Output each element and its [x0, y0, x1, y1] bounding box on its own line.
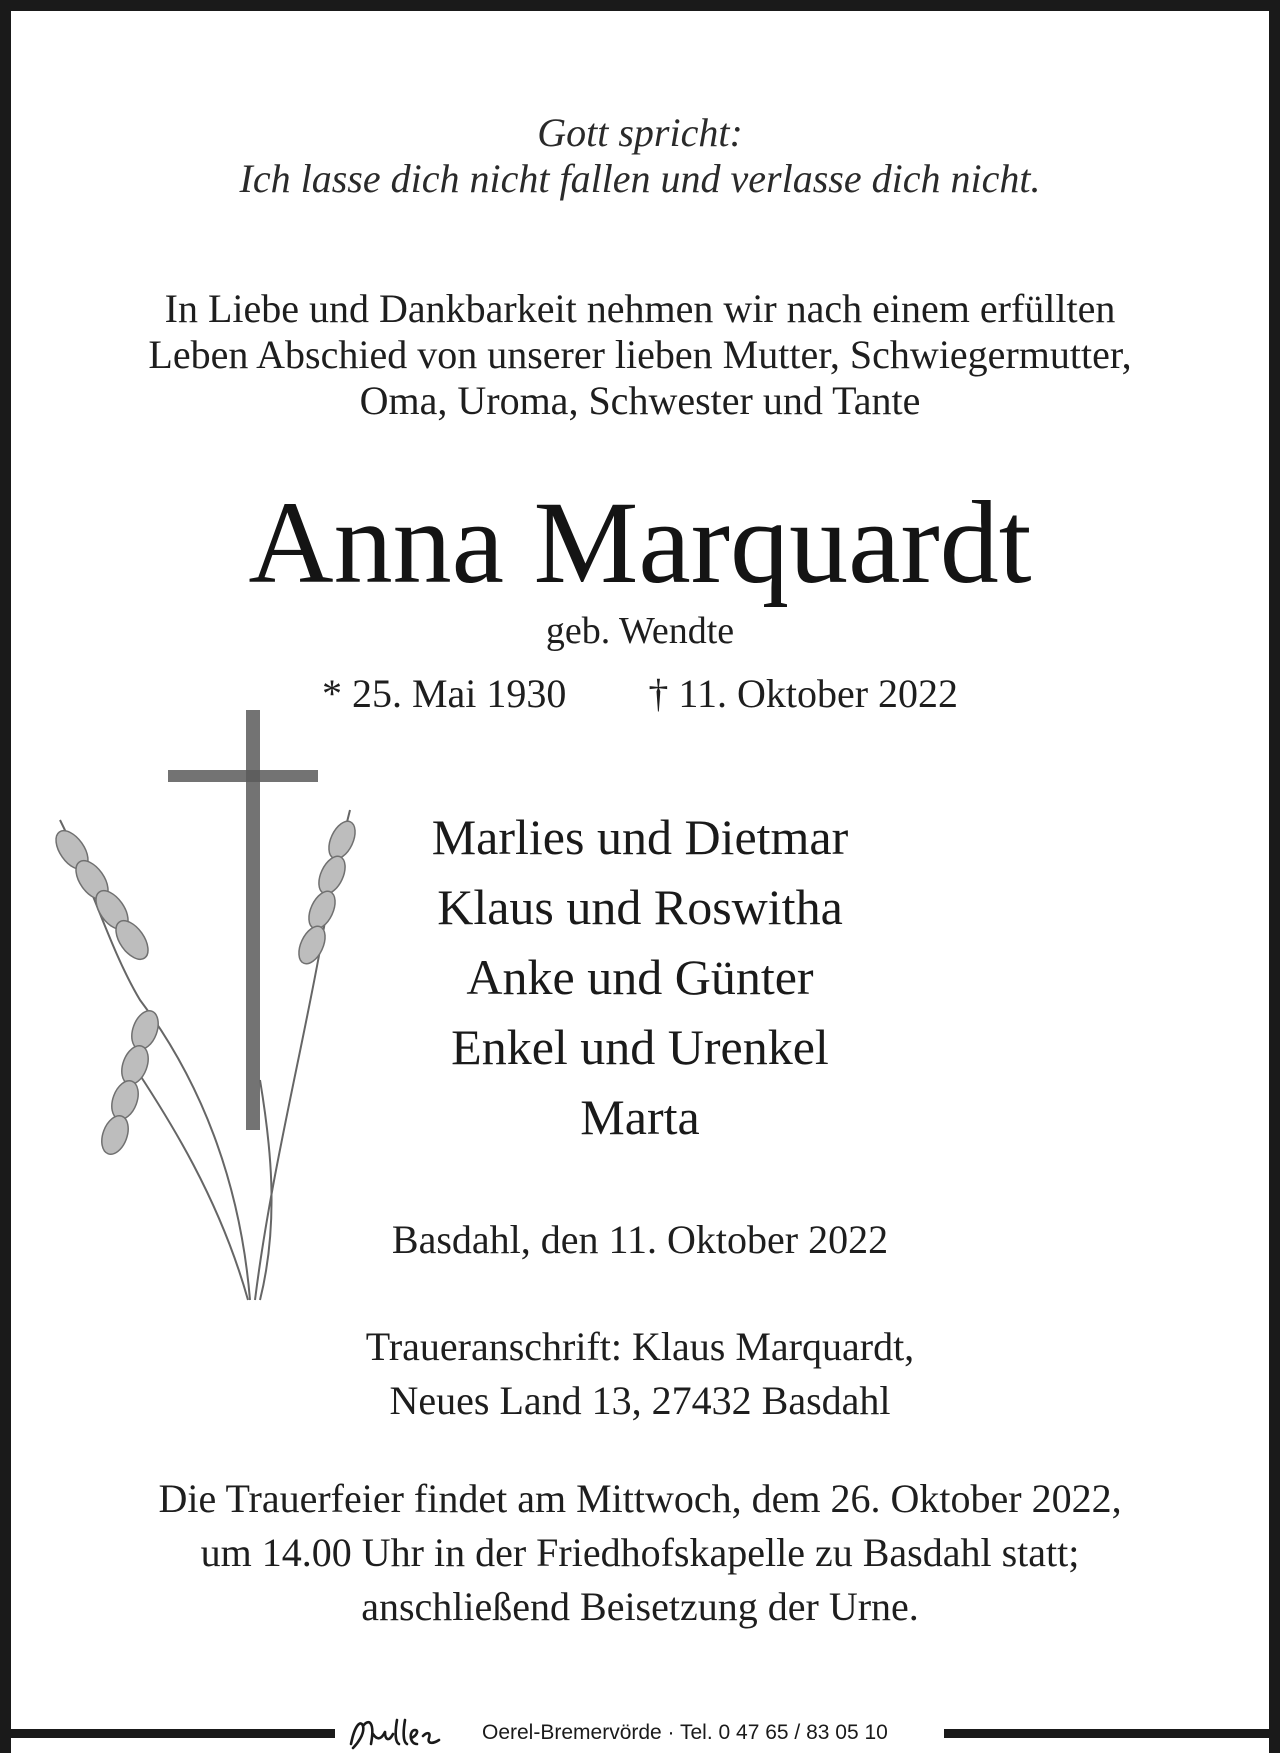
footer-rule-left	[0, 1729, 335, 1738]
ceremony-line-3: anschließend Beisetzung der Urne.	[361, 1584, 919, 1629]
mourning-address	[0, 1320, 1280, 1428]
place-and-date: Basdahl, den 11. Oktober 2022	[391, 1217, 889, 1262]
mourner-2: Klaus und Roswitha	[437, 879, 843, 935]
verse-line-1: Gott spricht:	[537, 110, 743, 155]
funeral-home-logo	[345, 1714, 473, 1752]
footer-contact-info: Oerel-Bremervörde · Tel. 0 47 65 / 83 05 10	[482, 1721, 888, 1744]
mourner-5: Marta	[580, 1089, 700, 1145]
footer	[0, 1712, 1280, 1753]
ceremony-line-1: Die Trauerfeier findet am Mittwoch, dem 26. Oktober 2022,	[158, 1476, 1122, 1521]
verse-line-2: Ich lasse dich nicht fallen und verlasse dich nicht.	[239, 156, 1041, 201]
deceased-name: Anna Marquardt	[248, 477, 1032, 608]
address-line-1: Traueranschrift: Klaus Marquardt,	[365, 1324, 915, 1369]
footer-rule-right	[944, 1729, 1280, 1738]
birth-date: * 25. Mai 1930	[321, 671, 567, 716]
ceremony-info	[0, 1472, 1280, 1634]
intro-line-1: In Liebe und Dankbarkeit nehmen wir nach einem erfüllten	[164, 286, 1116, 331]
ceremony-line-2: um 14.00 Uhr in der Friedhofskapelle zu Basdahl statt;	[200, 1530, 1080, 1575]
address-line-2: Neues Land 13, 27432 Basdahl	[389, 1378, 891, 1423]
intro-line-2: Leben Abschied von unserer lieben Mutter, Schwiegermutter,	[148, 332, 1132, 377]
intro-text	[0, 286, 1280, 424]
maiden-name: geb. Wendte	[545, 610, 735, 652]
intro-line-3: Oma, Uroma, Schwester und Tante	[359, 378, 921, 423]
mourner-3: Anke und Günter	[466, 949, 814, 1005]
mourner-4: Enkel und Urenkel	[451, 1019, 829, 1075]
bible-verse	[0, 110, 1280, 202]
mourner-1: Marlies und Dietmar	[431, 809, 849, 865]
death-date: † 11. Oktober 2022	[648, 671, 959, 716]
mourners-list	[0, 802, 1280, 1152]
